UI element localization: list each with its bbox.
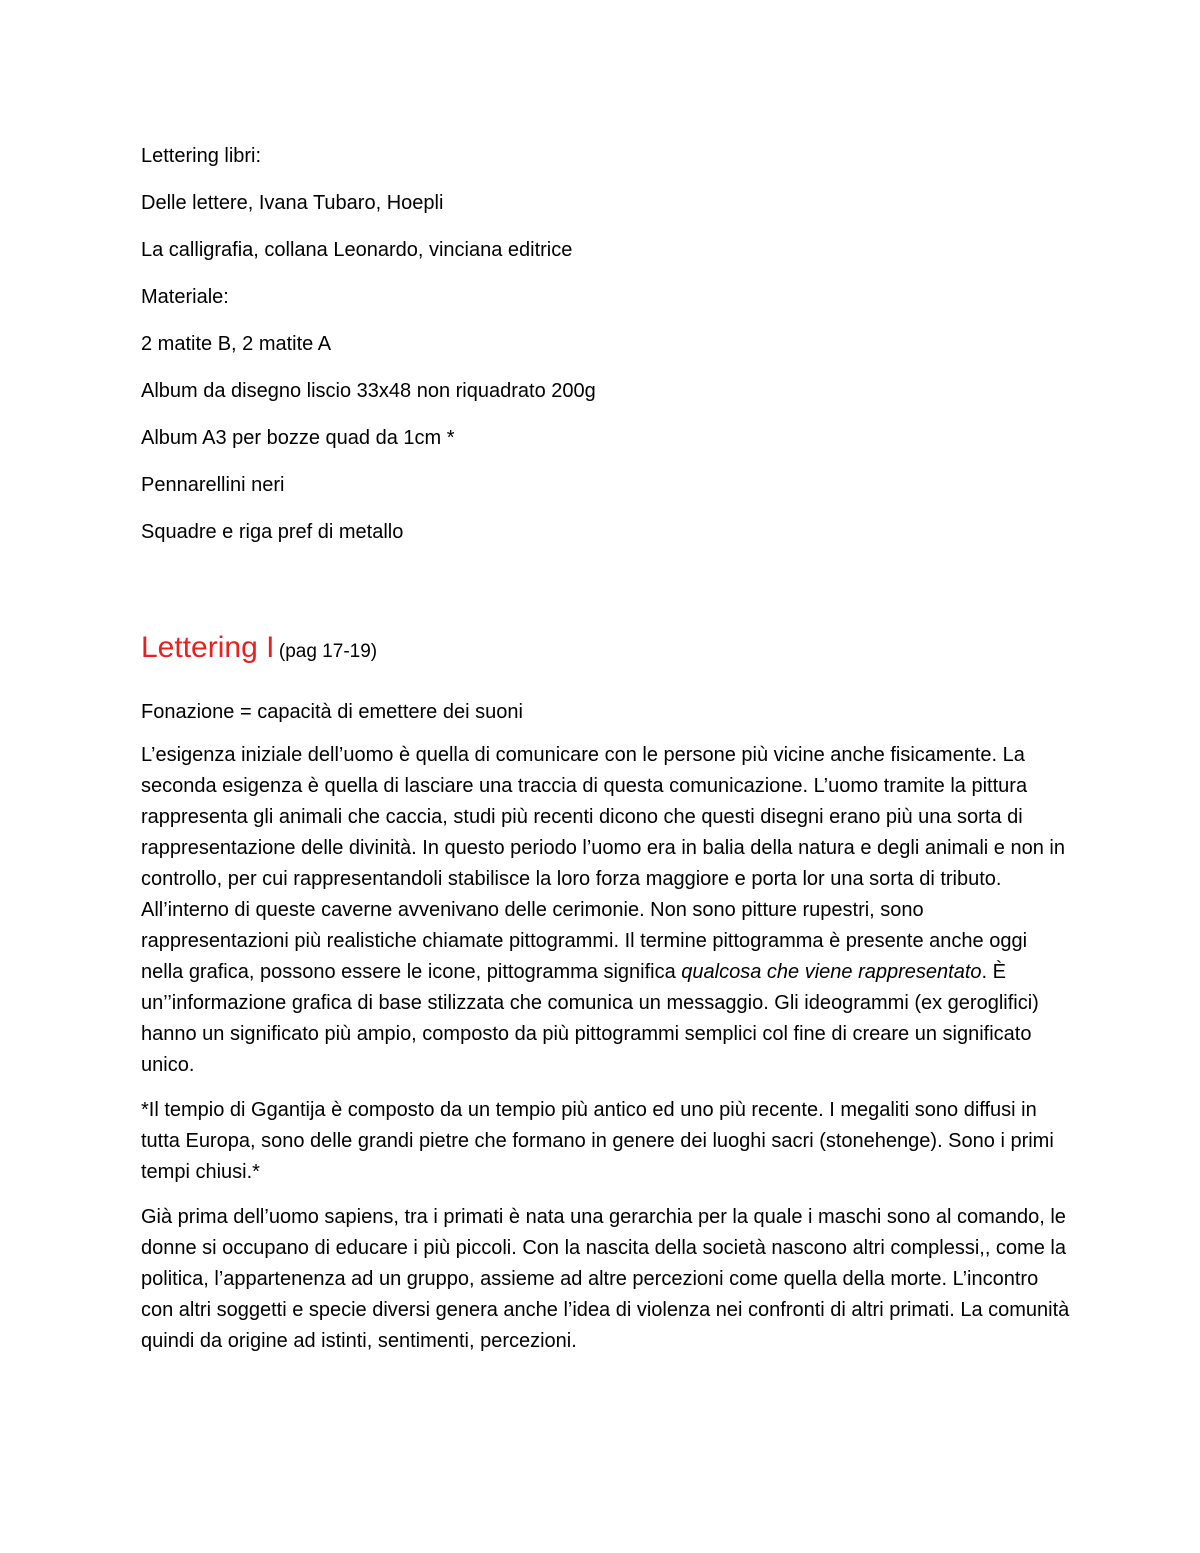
italic-quote: qualcosa che viene rappresentato	[681, 961, 982, 983]
section-spacer	[141, 565, 1071, 628]
definition-line: Fonazione = capacità di emettere dei suoni	[141, 701, 523, 723]
section-pages: (pag 17-19)	[278, 641, 378, 662]
book-item: La calligrafia, collana Leonardo, vinciana editrice	[141, 239, 573, 261]
material-item: 2 matite B, 2 matite A	[141, 333, 332, 355]
section-heading	[141, 628, 1071, 673]
material-item: Album A3 per bozze quad da 1cm *	[141, 427, 455, 449]
book-item: Delle lettere, Ivana Tubaro, Hoepli	[141, 192, 444, 214]
books-heading: Lettering libri:	[141, 145, 262, 167]
materials-heading: Materiale:	[141, 286, 229, 308]
material-item: Pennarellini neri	[141, 474, 285, 496]
paragraph-ggantija: *Il tempio di Ggantija è composto da un tempio più antico ed uno più recente. I megaliti sono diffusi in tutta Europa, sono delle grandi pietre che formano in genere dei luoghi sacri (stonehenge). Sono i primi tempi chiusi.*	[141, 1099, 1054, 1183]
paragraph-text: . È un’’informazione grafica di base stilizzata che comunica un messaggio. Gli ideogrammi (ex geroglifici) hanno un significato più ampio, composto da più pittogrammi semplici col fine di creare un significato unico.	[141, 961, 1039, 1076]
material-item: Squadre e riga pref di metallo	[141, 521, 404, 543]
section-title: Lettering I	[141, 631, 275, 664]
paragraph-primates: Già prima dell’uomo sapiens, tra i primati è nata una gerarchia per la quale i maschi sono al comando, le donne si occupano di educare i più piccoli. Con la nascita della società nascono altri complessi,, come la politica, l’appartenenza ad un gruppo, assieme ad altre percezioni come quella della morte. L’incontro con altri soggetti e specie diversi genera anche l’idea di violenza nei confronti di altri primati. La comunità quindi da origine ad istinti, sentimenti, percezioni.	[141, 1206, 1070, 1352]
material-item: Album da disegno liscio 33x48 non riquadrato 200g	[141, 380, 596, 402]
document-body	[141, 142, 1071, 1371]
paragraph-communication	[141, 740, 1071, 1081]
paragraph-text: L’esigenza iniziale dell’uomo è quella di comunicare con le persone più vicine anche fisicamente. La seconda esigenza è quella di lasciare una traccia di questa comunicazione. L’uomo tramite la pittura rappresenta gli animali che caccia, studi più recenti dicono che questi disegni erano più una sorta di rappresentazione delle divinità. In questo periodo l’uomo era in balia della natura e degli animali e non in controllo, per cui rappresentandoli stabilisce la loro forza maggiore e porta lor una sorta di tributo. All’interno di queste caverne avvenivano delle cerimonie. Non sono pitture rupestri, sono rappresentazioni più realistiche chiamate pittogrammi. Il termine pittogramma è presente anche oggi nella grafica, possono essere le icone, pittogramma significa	[141, 744, 1065, 983]
